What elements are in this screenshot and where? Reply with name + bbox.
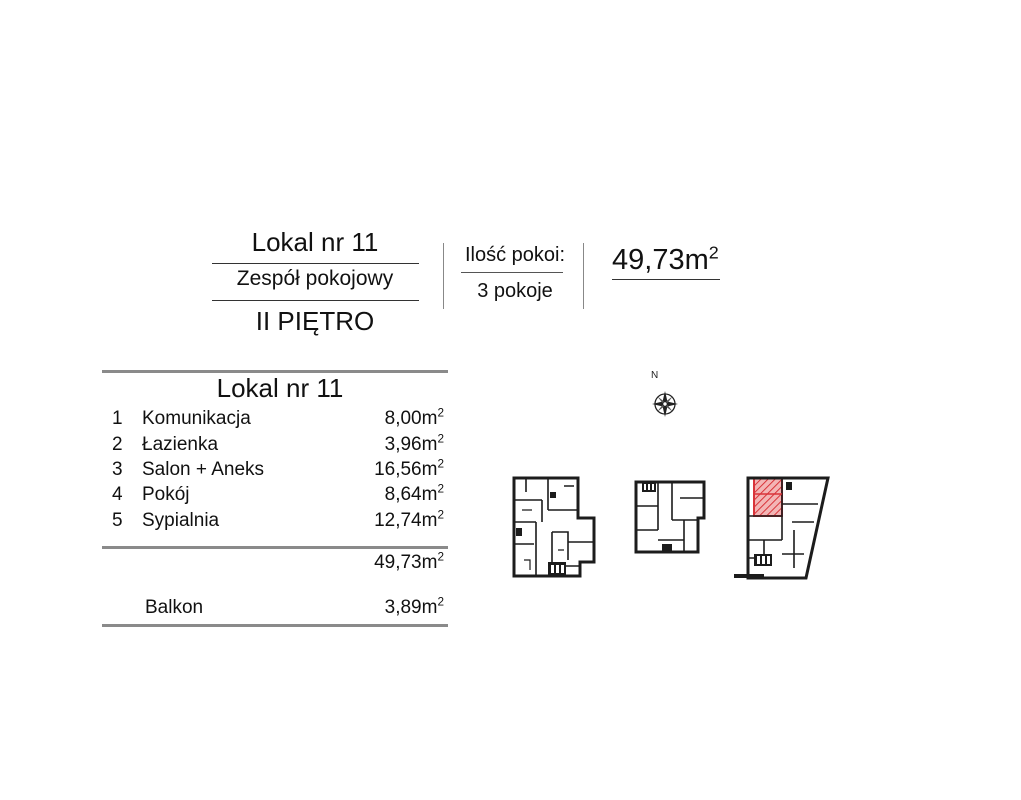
table-title: Lokal nr 11 (216, 373, 344, 403)
row-number: 5 (112, 510, 123, 531)
divider (461, 272, 563, 273)
room-area: $16,56m^2$ (374, 457, 444, 480)
compass-rose-icon (644, 368, 684, 420)
table-sum-rule (102, 546, 448, 549)
room-area: $12,74m^2$ (374, 508, 444, 531)
unit-title: Lokal nr 11 (251, 227, 379, 257)
table-row (112, 484, 448, 509)
compass-north-label: N (651, 370, 659, 381)
balcony-area: $3,89m^2$ (384, 595, 444, 618)
divider (212, 300, 419, 301)
room-name: Komunikacja (142, 408, 251, 429)
divider (443, 243, 444, 309)
divider (583, 243, 584, 309)
table-bottom-rule (102, 624, 448, 627)
table-row (112, 434, 448, 459)
floor-label: II PIĘTRO (255, 306, 375, 336)
divider (612, 279, 720, 280)
balcony-label: Balkon (145, 597, 204, 618)
table-row (112, 408, 448, 433)
total-area: $49,73m^2$ (374, 550, 444, 573)
table-row (112, 459, 448, 484)
building-plan-center (628, 470, 714, 566)
rooms-label: Ilość pokoi: (464, 244, 566, 266)
row-number: 3 (112, 459, 123, 480)
row-number: 4 (112, 484, 123, 505)
unit-area: $49,73m^2$ (612, 242, 719, 276)
building-plan-left (508, 470, 600, 586)
highlighted-unit (754, 478, 782, 516)
room-area: $3,96m^2$ (384, 432, 444, 455)
room-name: Salon + Aneks (142, 459, 265, 480)
table-row (112, 510, 448, 535)
compass (644, 368, 684, 420)
unit-type: Zespół pokojowy (236, 267, 394, 290)
building-plan-right (734, 470, 834, 586)
rooms-value: 3 pokoje (477, 280, 553, 302)
room-name: Sypialnia (142, 510, 220, 531)
divider (212, 263, 419, 264)
row-number: 1 (112, 408, 123, 429)
room-area: $8,64m^2$ (384, 482, 444, 505)
room-name: Pokój (142, 484, 190, 505)
room-name: Łazienka (142, 434, 219, 455)
row-number: 2 (112, 434, 123, 455)
room-area: $8,00m^2$ (384, 406, 444, 429)
